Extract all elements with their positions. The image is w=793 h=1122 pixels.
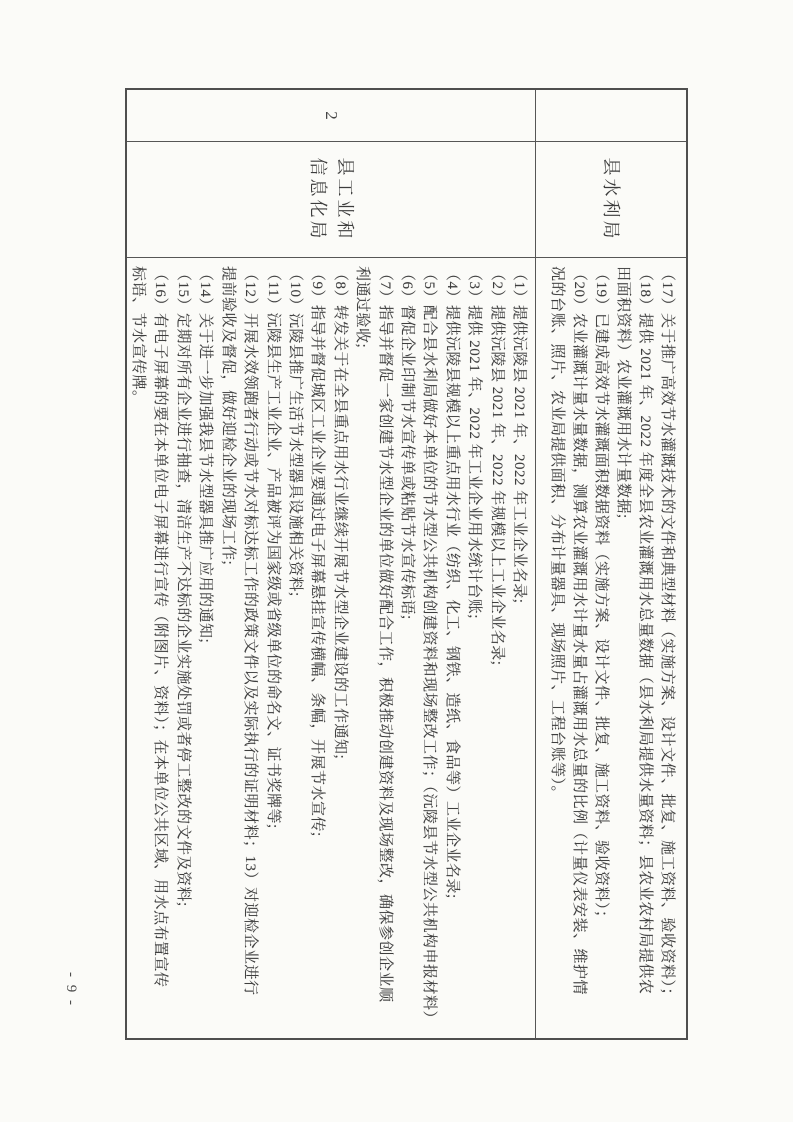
content-cell-industry-bureau: [127, 258, 536, 1038]
table-line: （8）转发关于在全县重点用水行业继续开展节水型企业建设的工作通知;: [331, 266, 348, 760]
table-line: （10）沅陵县推广生活节水型器具设施相关资料;: [286, 266, 303, 597]
table-line: （18）提供 2021 年、2022 年度全县农业灌溉用水总量数据（县水利局提供水量资料；县农业农村局提供农: [637, 266, 653, 995]
table-line: （16）有电子屏幕的要在本单位电子屏幕进行宣传（附图片、资料）；在本单位公共区域、用水点布置宣传: [152, 266, 169, 988]
table-line: （2）提供沅陵县 2021 年、2022 年规模以上工业企业名录;: [488, 266, 505, 666]
table-line: （19）已建成高效节水灌溉面积数据资料（实施方案、设计文件、批复、施工资料、验收资料）；: [593, 266, 609, 926]
table-line: 况的台账、照片、农业局提供面积、分布计量器具、现场照片、工程台账等）。: [549, 266, 565, 802]
table-line: （17）关于推广高效节水灌溉技术的文件和典型材料（实施方案、设计文件、批复、施工资料、验收资料）；: [659, 266, 675, 1004]
rotated-table-wrapper: [125, 88, 688, 1040]
row-number: 2: [322, 111, 341, 120]
table-line: 利通过验收;: [354, 266, 371, 349]
table-line: （3）提供 2021 年、2022 年工业企业用水统计台账;: [466, 266, 483, 619]
table-line: （4）提供沅陵县规模以上重点用水行业（纺织、化工、钢铁、造纸、食品等）工业企业名录;: [443, 266, 460, 899]
serial-cell: [127, 90, 536, 142]
table-line: （12）开展水效领跑者行动或节水对标达标工作的政策文件以及实际执行的证明材料；13）对迎检企业进行: [242, 266, 259, 996]
table-line: （14）关于进一步加强我县节水型器具推广应用的通知;: [197, 266, 214, 644]
agency-name: 县水利局: [601, 157, 622, 242]
table-line: 标语、节水宣传牌。: [130, 266, 147, 406]
agency-cell-industry-bureau: [127, 142, 536, 258]
table-line: 田面积资料）农业灌溉用水计量数据;: [615, 266, 631, 519]
content-cell-water-bureau: [536, 258, 686, 1038]
table-line: （15）定期对所有企业进行抽查，清洁生产不达标的企业实施处罚或者停工整改的文件及资料;: [174, 266, 191, 907]
table-line: （7）指导并督促一家创建节水型企业的单位做好配合工作，积极推动创建资料及现场整改，确保参创企业顺: [376, 266, 393, 1003]
table-line: （9）指导并督促城区工业企业要通过电子屏幕悬挂宣传横幅、条幅，开展节水宣传;: [309, 266, 326, 837]
agency-name-line1: 县工业和: [335, 157, 355, 242]
table-line: （1）提供沅陵县 2021 年、2022 年工业企业名录;: [511, 266, 527, 604]
agency-name-line2: 信息化局: [308, 157, 328, 242]
page-number: - 9 -: [63, 972, 79, 1007]
table-line: （5）配合县水利局做好本单位的节水型公共机构创建资料和现场整改工作；（沅陵县节水型公共机构申报材料）: [421, 266, 438, 1027]
table-line: 提前验收及督促，做好迎检企业的现场工作;: [219, 266, 236, 566]
serial-cell-empty: [536, 90, 686, 142]
table-line: （11）沅陵县生产工业企业、产品被评为国家级或省级单位的命名文、证书奖牌等;: [264, 266, 281, 829]
duty-table: [125, 88, 688, 1040]
agency-cell-water-bureau: [536, 142, 686, 258]
table-line: （6）督促企业印制节水宣传单或粘贴节水宣传标语;: [398, 266, 415, 620]
table-line: （20）农业灌溉计量水量数据，测算农业灌溉用水计量水量占灌溉用水总量的比例（计量仪表安装、维护情: [571, 266, 587, 996]
